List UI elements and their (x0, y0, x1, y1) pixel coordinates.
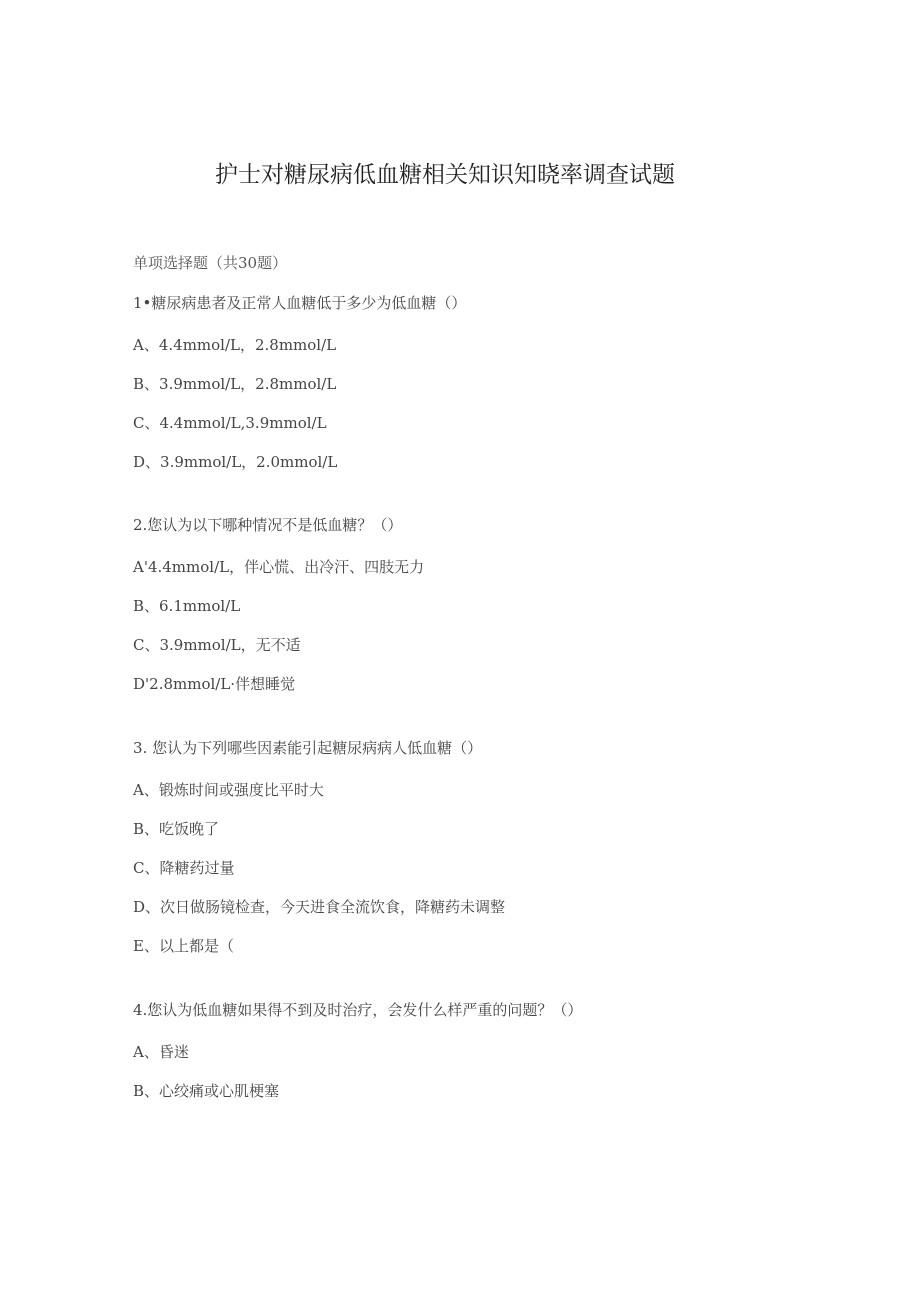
question-2: 2.您认为以下哪种情况不是低血糖？（） (133, 516, 403, 534)
question-4-option-b: B、心绞痛或心肌梗塞 (133, 1082, 280, 1100)
question-3-option-e: E、以上都是（ (133, 937, 234, 955)
question-2-option-a: A'4.4mmol/L，伴心慌、出冷汗、四肢无力 (133, 558, 425, 576)
question-2-option-c: C、3.9mmol/L，无不适 (133, 636, 301, 654)
question-2-option-d: D'2.8mmol/L·伴想睡觉 (133, 675, 296, 693)
question-1-option-a: A、4.4mmol/L，2.8mmol/L (133, 336, 337, 354)
section-heading: 单项选择题（共30题） (133, 254, 288, 272)
question-1-option-c: C、4.4mmol/L,3.9mmol/L (133, 414, 327, 432)
question-4: 4.您认为低血糖如果得不到及时治疗，会发什么样严重的问题？（） (133, 1001, 583, 1019)
question-3-option-a: A、锻炼时间或强度比平时大 (133, 781, 324, 799)
page-title: 护士对糖尿病低血糖相关知识知晓率调查试题 (215, 162, 675, 188)
question-1-option-b: B、3.9mmol/L，2.8mmol/L (133, 375, 337, 393)
question-3-option-b: B、吃饭晚了 (133, 820, 220, 838)
question-4-option-a: A、昏迷 (133, 1043, 189, 1061)
question-3: 3. 您认为下列哪些因素能引起糖尿病病人低血糖（） (133, 739, 483, 757)
question-1-option-d: D、3.9mmol/L，2.0mmol/L (133, 453, 338, 471)
question-3-option-c: C、降糖药过量 (133, 859, 235, 877)
question-1: 1•糖尿病患者及正常人血糖低于多少为低血糖（） (133, 294, 467, 312)
question-3-option-d: D、次日做肠镜检查，今天进食全流饮食，降糖药未调整 (133, 898, 506, 916)
question-2-option-b: B、6.1mmol/L (133, 597, 241, 615)
